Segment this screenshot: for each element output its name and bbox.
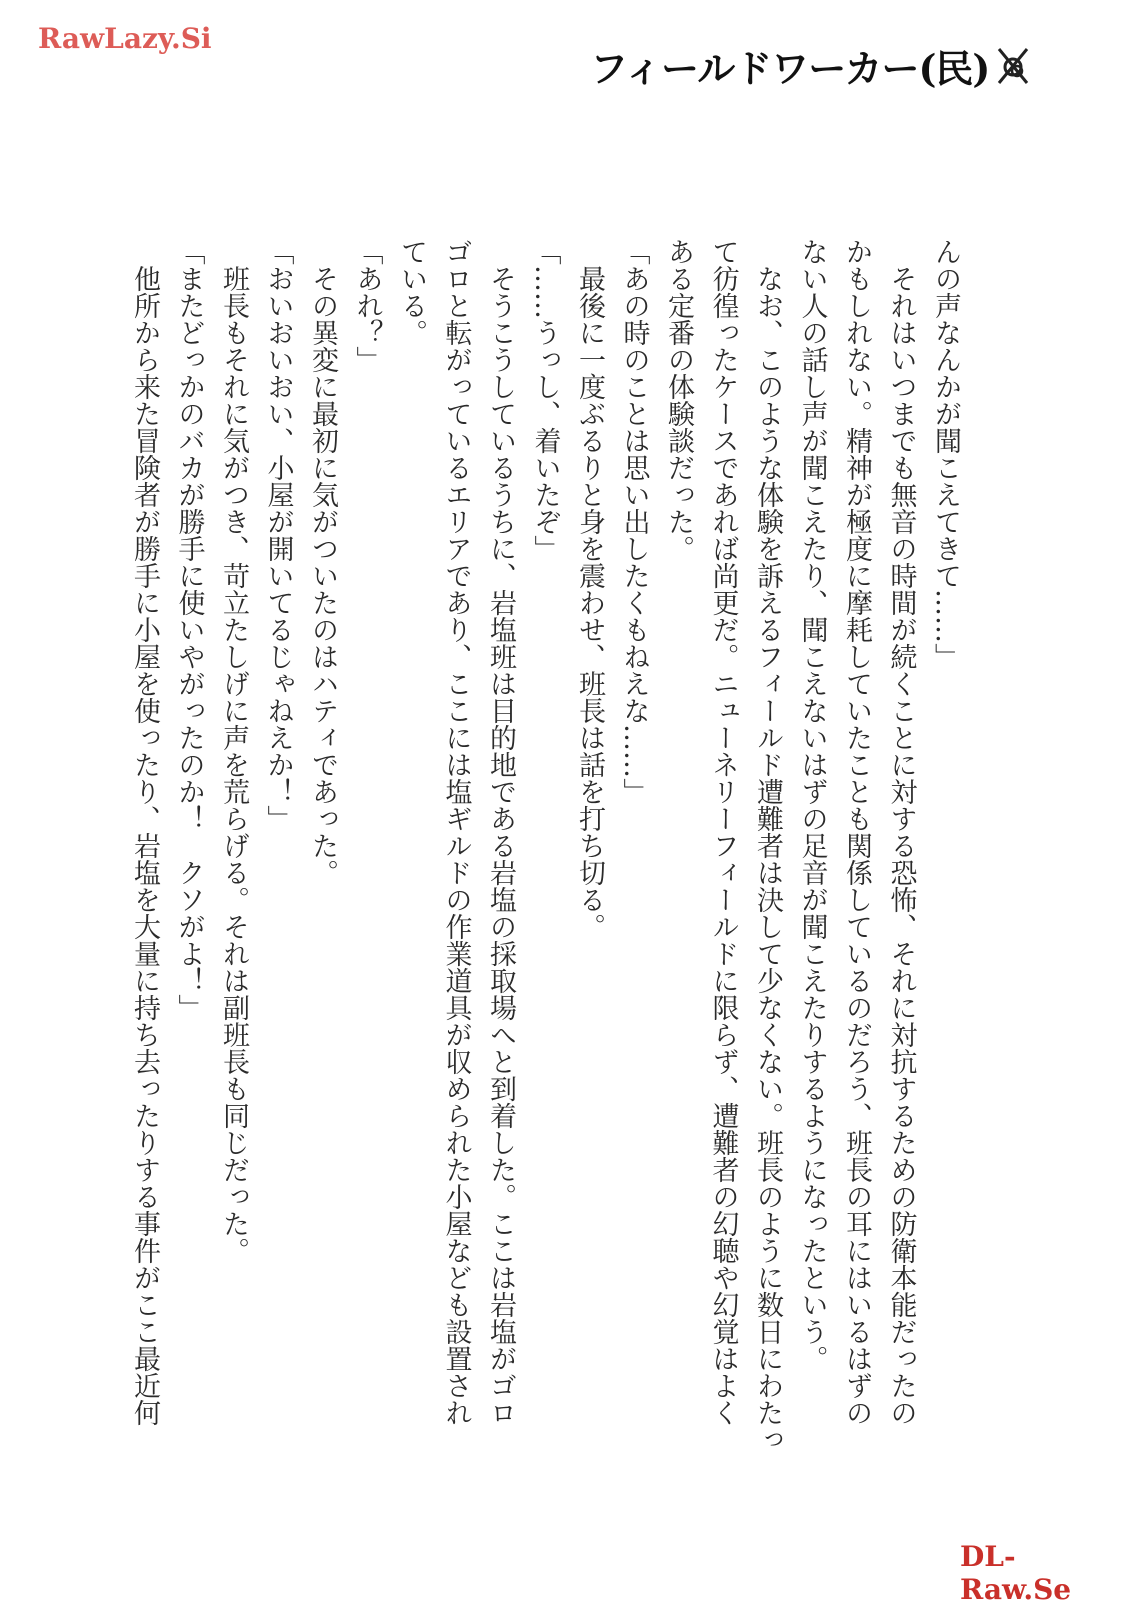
novel-body-text xyxy=(122,238,968,1453)
text-line: かもしれない。精神が極度に摩耗していたことも関係しているのだろう、班長の耳にはいるはずの xyxy=(841,238,872,1426)
text-line: ている。 xyxy=(396,238,427,346)
text-line: 「おいおいおい、小屋が開いてるじゃねえか！」 xyxy=(262,238,294,832)
text-line: それはいつまでも無音の時間が続くことに対する恐怖、それに対抗するための防衛本能だったの xyxy=(885,238,917,1426)
text-line: 最後に一度ぶるりと身を震わせ、班長は話を打ち切る。 xyxy=(574,238,605,940)
text-line: ゴロと転がっているエリアであり、ここには塩ギルドの作業道具が収められた小屋なども設置され xyxy=(440,238,472,1426)
running-header xyxy=(590,38,1031,93)
text-line: ない人の話し声が聞こえたり、聞こえないはずの足音が聞こえたりするようになったという。 xyxy=(796,238,828,1372)
text-line: 他所から来た冒険者が勝手に小屋を使ったり、岩塩を大量に持ち去ったりする事件がここ最近何 xyxy=(129,238,160,1426)
text-line: その異変に最初に気がついたのはハティであった。 xyxy=(307,238,338,886)
book-title: フィールドワーカー(民) xyxy=(590,46,990,91)
text-line: 「あれ？」 xyxy=(351,238,383,373)
text-line: 「……うっし、着いたぞ」 xyxy=(529,238,561,562)
text-line: んの声なんかが聞こえてきて……」 xyxy=(930,238,961,670)
text-line: て彷徨ったケースであれば尚更だ。ニューネリーフィールドに限らず、遭難者の幻聴や幻覚はよく xyxy=(707,238,739,1426)
crossed-swords-emblem-icon xyxy=(995,45,1031,87)
text-line: 「またどっかのバカが勝手に使いやがったのか！ クソがよ！」 xyxy=(173,238,205,1021)
text-line: 「あの時のことは思い出したくもねえな……」 xyxy=(618,238,650,805)
text-line: そうこうしているうちに、岩塩班は目的地である岩塩の採取場へと到着した。ここは岩塩がゴロ xyxy=(485,238,516,1426)
text-line: 班長もそれに気がつき、苛立たしげに声を荒らげる。それは副班長も同じだった。 xyxy=(218,238,249,1264)
text-line: ある定番の体験談だった。 xyxy=(663,238,694,562)
watermark-top: RawLazy.Si xyxy=(38,22,212,55)
watermark-bottom: DL-Raw.Se xyxy=(960,1540,1072,1606)
text-line: なお、このような体験を訴えるフィールド遭難者は決して少なくない。班長のように数日にわたっ xyxy=(752,238,783,1453)
